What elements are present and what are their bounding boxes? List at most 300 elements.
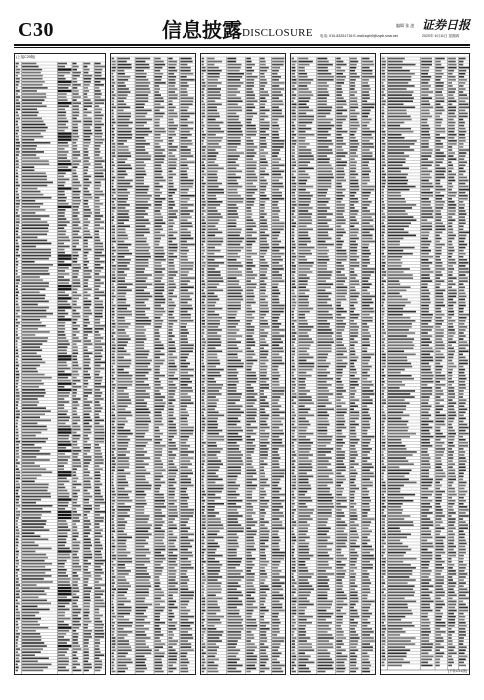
table-cell-text — [73, 648, 82, 650]
table-cell-text — [208, 534, 218, 536]
table-cell-text — [336, 286, 347, 288]
table-cell-text — [292, 100, 294, 102]
table-cell-text — [136, 625, 144, 627]
table-cell-text — [180, 262, 193, 264]
table-cell-text — [112, 277, 116, 279]
table-cell-text — [202, 561, 206, 563]
table-cell-text — [180, 164, 187, 166]
table-cell-text — [292, 82, 297, 84]
table-cell-text — [227, 537, 238, 539]
table-cell-text — [58, 313, 68, 315]
table-cell-text — [202, 503, 205, 505]
table-cell-dense — [58, 599, 72, 601]
table-cell-text — [16, 105, 21, 107]
table-cell-text — [112, 570, 115, 572]
table-cell-dense — [58, 374, 72, 376]
table-cell-text — [16, 532, 20, 534]
table-cell-text — [272, 439, 282, 441]
table-cell-text — [112, 320, 115, 322]
table-cell-text — [58, 115, 66, 117]
table-cell-text — [317, 347, 331, 349]
table-cell-text — [208, 549, 217, 551]
table-cell-text — [73, 636, 78, 638]
table-cell-text — [58, 642, 67, 644]
table-cell-text — [336, 290, 347, 292]
table-cell-text — [58, 462, 68, 464]
table-cell-text — [58, 346, 68, 348]
table-cell-text — [136, 250, 149, 252]
table-cell-text — [155, 442, 161, 444]
table-cell-text — [58, 173, 66, 175]
table-cell-text — [136, 649, 152, 651]
table-cell-text — [336, 323, 346, 325]
table-cell-text — [84, 240, 88, 242]
table-cell-text — [292, 119, 296, 121]
table-cell-text — [118, 225, 130, 227]
table-cell-text — [84, 456, 92, 458]
table-cell-text — [112, 235, 115, 237]
table-cell-text — [22, 163, 49, 165]
table-cell-dense — [58, 450, 72, 452]
table-cell-text — [118, 527, 126, 529]
table-cell-text — [155, 186, 163, 188]
table-cell-text — [208, 485, 224, 487]
table-cell-text — [168, 79, 175, 81]
table-cell-text — [272, 515, 284, 517]
table-cell-text — [272, 588, 283, 590]
table-cell-text — [260, 622, 269, 624]
table-cell-text — [95, 221, 104, 223]
table-cell-text — [118, 174, 128, 176]
table-cell-text — [58, 578, 71, 580]
table-cell-text — [168, 503, 174, 505]
table-cell-text — [118, 125, 129, 127]
table-cell-text — [73, 386, 82, 388]
table-cell-text — [168, 314, 172, 316]
table-cell-text — [208, 564, 223, 566]
table-cell-text — [317, 79, 333, 81]
table-cell-text — [73, 441, 78, 443]
table-cell-text — [22, 78, 43, 80]
table-cell-text — [362, 149, 369, 151]
table-cell-text — [112, 643, 116, 645]
table-cell-text — [336, 354, 343, 356]
table-cell-text — [336, 238, 340, 240]
table-cell-text — [202, 180, 204, 182]
table-cell-text — [272, 399, 279, 401]
table-cell-text — [58, 609, 70, 611]
table-cell-text — [208, 652, 217, 654]
table-cell-text — [84, 377, 91, 379]
table-cell-text — [168, 506, 177, 508]
table-cell-text — [95, 362, 105, 364]
table-cell-text — [84, 612, 90, 614]
table-cell-text — [350, 192, 356, 194]
table-cell-text — [136, 591, 149, 593]
table-cell-text — [22, 438, 48, 440]
table-cell-text — [227, 61, 236, 63]
table-cell-text — [260, 607, 266, 609]
table-cell-text — [350, 323, 357, 325]
table-cell-text — [136, 543, 149, 545]
table-cell-text — [246, 415, 256, 417]
table-cell-text — [202, 110, 206, 112]
table-cell-text — [95, 258, 100, 260]
table-cell-text — [22, 520, 46, 522]
table-cell-text — [180, 293, 193, 295]
table-cell-text — [246, 347, 251, 349]
table-cell-text — [317, 91, 328, 93]
table-cell-text — [272, 161, 279, 163]
table-cell-text — [272, 253, 284, 255]
table-cell-text — [336, 332, 341, 334]
table-cell-text — [202, 476, 205, 478]
table-cell-text — [272, 207, 279, 209]
table-cell-text — [336, 119, 346, 121]
table-cell-text — [118, 161, 126, 163]
table-cell-text — [362, 341, 370, 343]
table-cell-text — [118, 143, 124, 145]
table-cell-text — [22, 246, 36, 248]
table-cell-text — [155, 576, 160, 578]
table-cell-text — [118, 585, 131, 587]
table-cell-text — [317, 103, 326, 105]
table-cell-text — [118, 598, 127, 600]
table-cell-text — [272, 595, 283, 597]
table-cell-text — [58, 505, 68, 507]
table-cell-text — [227, 564, 240, 566]
table-cell-text — [260, 619, 264, 621]
table-cell-text — [95, 633, 105, 635]
table-cell-text — [73, 502, 77, 504]
table-cell-text — [73, 295, 82, 297]
table-cell-text — [246, 567, 252, 569]
table-cell-text — [292, 286, 297, 288]
table-cell-text — [180, 232, 190, 234]
table-cell-text — [118, 476, 126, 478]
table-cell-text — [246, 85, 254, 87]
table-cell-text — [246, 494, 252, 496]
table-cell-text — [180, 97, 193, 99]
table-cell-text — [58, 664, 69, 666]
table-cell-text — [136, 494, 147, 496]
table-cell-text — [118, 265, 128, 267]
table-cell-text — [260, 415, 269, 417]
table-cell-text — [202, 558, 204, 560]
table-cell-text — [362, 88, 371, 90]
table-cell-text — [84, 636, 92, 638]
table-cell-text — [22, 322, 42, 324]
table-cell-text — [95, 191, 103, 193]
table-cell-text — [118, 244, 132, 246]
table-cell-text — [180, 601, 189, 603]
table-cell-text — [180, 491, 186, 493]
table-cell-text — [180, 372, 188, 374]
table-cell-text — [336, 213, 343, 215]
table-cell-text — [136, 448, 144, 450]
table-cell-text — [58, 404, 64, 406]
table-cell-text — [246, 591, 255, 593]
table-cell-text — [155, 665, 163, 667]
table-cell-text — [95, 667, 102, 669]
table-cell-text — [292, 125, 296, 127]
table-cell-text — [260, 543, 265, 545]
table-cell-text — [155, 213, 162, 215]
table-cell-text — [112, 396, 115, 398]
table-cell-text — [136, 662, 145, 664]
table-cell-text — [136, 512, 145, 514]
table-cell-text — [272, 622, 280, 624]
table-cell-text — [362, 140, 369, 142]
table-cell-text — [112, 58, 115, 60]
table-cell-text — [73, 121, 82, 123]
table-cell-text — [208, 94, 222, 96]
table-cell-text — [180, 433, 193, 435]
table-cell-text — [272, 180, 279, 182]
table-cell-text — [260, 76, 265, 78]
table-cell-text — [95, 392, 103, 394]
table-cell-text — [84, 667, 92, 669]
table-cell-text — [118, 164, 131, 166]
table-cell-text — [22, 176, 47, 178]
table-cell-text — [84, 484, 91, 486]
table-cell-text — [22, 221, 47, 223]
table-cell-text — [136, 241, 147, 243]
table-cell-text — [317, 213, 332, 215]
table-cell-text — [73, 96, 81, 98]
table-cell-text — [16, 307, 20, 309]
table-cell-text — [112, 591, 115, 593]
table-cell-text — [180, 412, 187, 414]
table-cell-text — [118, 610, 132, 612]
table-cell-text — [22, 429, 47, 431]
table-cell-text — [208, 433, 219, 435]
table-cell-text — [208, 601, 218, 603]
table-cell-dense — [58, 499, 72, 501]
table-cell-text — [84, 273, 91, 275]
table-cell-text — [227, 549, 236, 551]
table-cell-text — [155, 488, 160, 490]
table-cell-text — [155, 354, 165, 356]
table-cell-text — [84, 407, 92, 409]
table-cell-text — [336, 61, 343, 63]
table-cell-text — [155, 585, 160, 587]
table-cell-text — [208, 515, 216, 517]
table-cell-text — [260, 649, 266, 651]
table-cell-text — [298, 259, 307, 261]
table-cell-text — [227, 323, 238, 325]
table-cell-text — [168, 454, 176, 456]
table-cell-text — [272, 302, 279, 304]
table-cell-text — [227, 561, 241, 563]
table-cell-text — [155, 430, 160, 432]
table-cell-text — [260, 457, 267, 459]
table-cell-text — [118, 555, 128, 557]
table-cell-text — [95, 72, 102, 74]
table-cell-text — [136, 360, 152, 362]
table-cell-text — [292, 290, 295, 292]
table-cell-text — [22, 432, 41, 434]
table-cell-text — [155, 552, 161, 554]
table-cell-text — [95, 154, 100, 156]
table-cell-text — [208, 174, 217, 176]
table-cell-text — [272, 222, 284, 224]
table-cell-text — [168, 372, 175, 374]
table-cell-text — [136, 457, 150, 459]
table-cell-text — [84, 346, 88, 348]
table-cell-text — [227, 100, 242, 102]
table-cell-text — [16, 173, 18, 175]
table-cell-text — [155, 390, 160, 392]
table-cell-text — [95, 502, 105, 504]
table-cell-text — [112, 579, 115, 581]
table-cell-text — [202, 546, 204, 548]
table-cell-text — [168, 433, 176, 435]
table-cell-text — [95, 218, 101, 220]
table-cell-text — [95, 130, 102, 132]
table-cell-text — [112, 506, 114, 508]
table-cell-text — [58, 337, 66, 339]
table-cell-text — [272, 73, 277, 75]
table-cell-text — [350, 180, 358, 182]
table-cell-text — [73, 493, 78, 495]
table-cell-text — [180, 500, 187, 502]
table-cell-text — [317, 85, 328, 87]
table-cell-text — [260, 637, 267, 639]
table-cell-text — [180, 375, 193, 377]
table-cell-text — [272, 646, 279, 648]
table-cell-text — [336, 122, 342, 124]
table-cell-text — [202, 329, 205, 331]
table-cell-text — [350, 116, 357, 118]
table-cell-text — [272, 85, 279, 87]
table-cell-text — [272, 247, 285, 249]
table-cell-text — [298, 82, 311, 84]
table-cell-text — [227, 73, 244, 75]
table-cell-text — [272, 326, 279, 328]
table-cell-text — [208, 439, 225, 441]
table-cell-text — [112, 561, 114, 563]
table-cell-text — [112, 125, 114, 127]
table-cell-text — [202, 506, 205, 508]
table-cell-text — [136, 573, 149, 575]
table-cell-text — [155, 140, 163, 142]
table-cell-text — [350, 277, 356, 279]
table-cell-text — [260, 317, 264, 319]
table-cell-text — [350, 82, 355, 84]
table-cell-text — [73, 578, 81, 580]
table-cell-text — [227, 643, 237, 645]
table-cell-text — [208, 631, 224, 633]
table-cell-text — [168, 146, 177, 148]
table-cell-text — [227, 503, 236, 505]
table-cell-text — [208, 558, 215, 560]
table-cell-text — [22, 203, 43, 205]
table-cell-text — [73, 398, 81, 400]
table-cell-text — [112, 305, 116, 307]
table-cell-text — [292, 347, 296, 349]
table-cell-text — [16, 630, 18, 632]
table-cell-text — [362, 262, 370, 264]
table-cell-text — [272, 463, 279, 465]
table-cell-text — [350, 168, 356, 170]
table-cell-text — [246, 186, 256, 188]
table-cell-text — [168, 341, 175, 343]
table-cell-text — [168, 460, 173, 462]
table-cell-text — [22, 651, 41, 653]
table-cell-text — [292, 64, 296, 66]
table-cell-text — [317, 198, 330, 200]
table-cell-text — [155, 311, 166, 313]
table-cell-text — [227, 662, 237, 664]
table-cell-text — [208, 88, 221, 90]
table-cell-text — [260, 94, 269, 96]
table-cell-text — [112, 198, 116, 200]
table-cell-text — [246, 424, 250, 426]
table-cell-text — [272, 448, 279, 450]
table-cell-text — [95, 560, 105, 562]
table-cell-text — [22, 218, 41, 220]
table-cell-text — [260, 103, 265, 105]
table-cell-text — [227, 180, 236, 182]
table-cell-text — [136, 643, 146, 645]
table-cell-text — [73, 609, 82, 611]
table-cell-text — [22, 206, 40, 208]
table-cell-text — [227, 588, 236, 590]
table-cell-text — [292, 296, 297, 298]
table-cell-text — [202, 488, 204, 490]
table-cell-text — [272, 103, 283, 105]
table-cell-text — [336, 58, 340, 60]
table-cell-text — [155, 543, 164, 545]
table-cell-text — [227, 659, 239, 661]
table-cell-text — [227, 396, 241, 398]
table-cell-text — [155, 387, 164, 389]
table-cell-text — [317, 201, 328, 203]
table-cell-text — [22, 69, 42, 71]
table-cell-text — [208, 70, 222, 72]
table-cell-text — [298, 314, 305, 316]
table-cell-text — [58, 246, 70, 248]
table-cell-text — [112, 433, 115, 435]
table-cell-text — [227, 616, 241, 618]
table-cell-text — [180, 247, 187, 249]
table-cell-text — [95, 121, 102, 123]
table-cell-text — [260, 527, 268, 529]
table-cell-text — [136, 180, 144, 182]
table-cell-text — [95, 349, 103, 351]
table-cell-text — [227, 613, 239, 615]
table-cell-text — [260, 204, 265, 206]
table-cell-text — [22, 645, 47, 647]
table-cell-text — [22, 499, 41, 501]
table-cell-text — [168, 616, 174, 618]
table-cell-text — [22, 459, 50, 461]
table-cell-text — [208, 64, 215, 66]
table-cell-text — [136, 311, 145, 313]
table-cell-text — [298, 274, 306, 276]
table-cell-text — [227, 158, 237, 160]
table-cell-text — [272, 189, 279, 191]
table-cell-dense — [58, 587, 72, 589]
table-cell-text — [246, 274, 257, 276]
table-cell-text — [180, 113, 194, 115]
table-cell-dense — [58, 590, 72, 592]
table-cell-text — [112, 485, 114, 487]
table-cell-text — [260, 146, 267, 148]
table-cell-text — [246, 125, 255, 127]
table-cell-text — [136, 143, 150, 145]
